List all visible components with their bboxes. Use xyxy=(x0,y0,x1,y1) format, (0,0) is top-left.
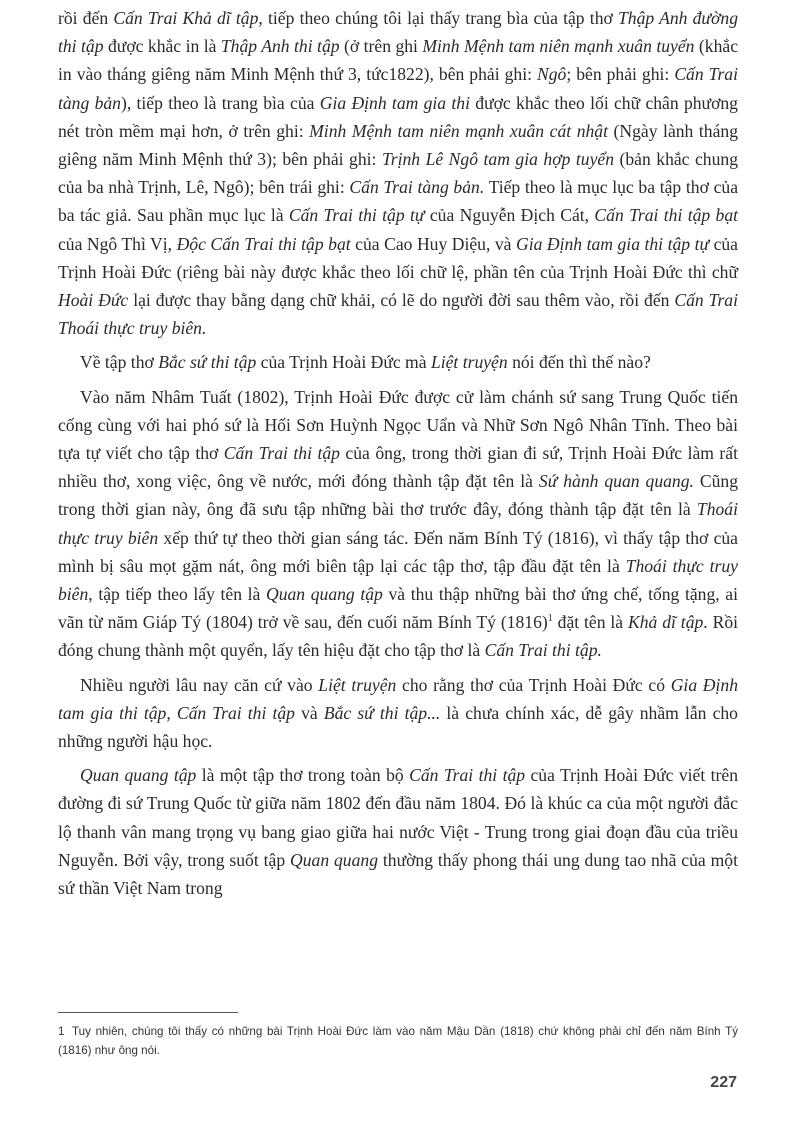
text-run: nói đến thì thế nào? xyxy=(507,352,651,373)
italic-title: Thoái thực truy biên xyxy=(58,499,738,548)
italic-title: Thập Anh đường thi tập xyxy=(58,8,739,57)
italic-title: Hoài Đức xyxy=(58,290,129,311)
italic-title: Bắc sứ thi tập... xyxy=(323,702,441,723)
italic-title: Cấn Trai thi tập. xyxy=(484,640,602,661)
italic-title: Cấn Trai thi tập xyxy=(223,443,340,464)
italic-title: Liệt truyện xyxy=(318,674,397,695)
italic-title: Minh Mệnh tam niên mạnh xuân tuyển xyxy=(422,36,695,57)
text-run: là chưa chính xác, dễ gây nhầm lẫn cho những người hậu học. xyxy=(58,702,738,752)
italic-title: Ngô xyxy=(536,64,567,85)
italic-title: Gia Định tam gia thi xyxy=(319,92,470,113)
italic-title: Quan quang tập xyxy=(80,765,197,786)
text-run: được khắc theo lối chữ chân phương nét tròn mềm mại hơn, ở trên ghi: xyxy=(58,92,738,141)
text-run: và xyxy=(294,702,324,723)
text-run: (Ngày lành tháng giêng năm Minh Mệnh thứ 3); bên phải ghi: xyxy=(58,120,738,170)
text-run: của Trịnh Hoài Đức mà xyxy=(256,352,431,373)
footnote-text: Tuy nhiên, chúng tôi thấy có những bài Trịnh Hoài Đức làm vào năm Mậu Dần (1818) chứ không phải chỉ đến năm Bính Tý (1816) như ông nói. xyxy=(58,1025,738,1057)
text-run: Cũng trong thời gian này, ông đã sưu tập những bài thơ trước đây, đóng thành tập đặt tên là xyxy=(58,471,738,520)
text-run: thường thấy phong thái ung dung tao nhã của một sứ thần Việt Nam trong xyxy=(58,849,738,899)
footnote-number: 1 xyxy=(58,1025,65,1038)
italic-title: Cấn Trai tàng bản. xyxy=(349,177,485,198)
italic-title: Cấn Trai Khả dĩ tập xyxy=(113,8,259,28)
text-run: xếp thứ tự theo thời gian sáng tác. Đến năm Bính Tý (1816), vì thấy tập thơ của mình bị sâu mọt gặm nát, ông mới biên tập lại các tập thơ, tập đầu đặt tên là xyxy=(58,527,738,576)
text-run: , tiếp theo chúng tôi lại thấy trang bìa của tập thơ xyxy=(258,8,619,28)
text-run: Về tập thơ xyxy=(80,352,159,373)
italic-title: Thoái thực truy biên, xyxy=(58,555,738,605)
text-run: lại được thay bằng dạng chữ khải, có lẽ do người đời sau thêm vào, rồi đến xyxy=(128,290,675,311)
text-run: cho rằng thơ của Trịnh Hoài Đức có xyxy=(396,674,671,695)
italic-title: Cấn Trai thi tập tự xyxy=(288,205,425,226)
italic-title: Khả dĩ tập xyxy=(628,612,704,633)
italic-title: Quan quang tập xyxy=(266,584,383,605)
text-run: rồi đến xyxy=(58,8,114,28)
italic-title: Liệt truyện xyxy=(430,352,508,373)
text-run: được khắc in là xyxy=(103,36,221,57)
italic-title: Sứ hành quan quang. xyxy=(538,471,694,492)
text-run: Tiếp theo là mục lục ba tập thơ của ba tác giả. Sau phần mục lục là xyxy=(58,177,739,226)
paragraph-4 xyxy=(58,671,738,756)
text-run: Vào năm Nhâm Tuất (1802), Trịnh Hoài Đức được cử làm chánh sứ sang Trung Quốc tiến cống cùng với hai phó sứ là Hối Sơn Huỳnh Ngọc Uẩn và Nhữ Sơn Ngô Nhân Tĩnh. Theo bài tựa tự viết cho tập thơ xyxy=(58,386,738,464)
italic-title: Gia Định tam gia thi tập tự xyxy=(516,233,710,254)
footnote-marker: 1 xyxy=(547,613,553,625)
text-run: và thu thập những bài thơ ứng chế, tống tặng, ai vãn từ năm Giáp Tý (1804) trở về sau, đến cuối năm Bính Tý (1816) xyxy=(58,584,739,633)
italic-title: Minh Mệnh tam niên mạnh xuân cát nhật xyxy=(309,120,608,141)
text-run: (khắc in vào tháng giêng năm Minh Mệnh thứ 3, tức1822), bên phải ghi: xyxy=(58,36,739,85)
text-run: ; bên phải ghi: xyxy=(566,64,675,85)
footnote xyxy=(58,1022,738,1060)
italic-title: Bắc sứ thi tập xyxy=(158,352,257,373)
italic-title: Độc Cấn Trai thi tập bạt xyxy=(176,233,351,254)
text-run: ), tiếp theo là trang bìa của xyxy=(120,92,320,113)
paragraph-5 xyxy=(58,761,738,902)
text-run: của Trịnh Hoài Đức (riêng bài này được khắc theo lối chữ lệ, phần tên của Trịnh Hoài Đức thì chữ xyxy=(58,233,738,282)
italic-title: Cấn Trai thi tập bạt xyxy=(594,205,739,226)
paragraph-3 xyxy=(58,383,738,665)
italic-title: Quan quang xyxy=(290,849,378,870)
text-run: tập tiếp theo lấy tên là xyxy=(92,584,266,605)
italic-title: Gia Định tam gia thi tập, Cấn Trai thi tập xyxy=(58,674,738,723)
text-run: của Trịnh Hoài Đức viết trên đường đi sứ Trung Quốc từ giữa năm 1802 đến đầu năm 1804. Đó là khúc ca của một người đắc lộ thanh vân mang trọng vụ bang giao giữa hai nước Việt - Trung trong giai đoạn đầu của triều Nguyễn. Bởi vậy, trong suốt tập xyxy=(58,765,738,870)
text-run: . Rồi đóng chung thành một quyển, lấy tên hiệu đặt cho tập thơ là xyxy=(58,612,739,661)
text-run: của Cao Huy Diệu, và xyxy=(350,233,516,254)
text-run: (ở trên ghi xyxy=(339,36,423,57)
text-run: (bản khắc chung của ba nhà Trịnh, Lê, Ngô); bên trái ghi: xyxy=(58,149,738,198)
text-run: là một tập thơ trong toàn bộ xyxy=(196,765,410,786)
text-run: của Nguyễn Địch Cát, xyxy=(424,205,595,226)
footnote-divider xyxy=(58,1012,238,1013)
paragraph-1 xyxy=(58,4,738,342)
italic-title: Cấn Trai Thoái thực truy biên. xyxy=(58,290,738,339)
paragraph-2 xyxy=(58,348,738,376)
text-run: của Ngô Thì Vị, xyxy=(58,233,177,254)
text-run: của ông, trong thời gian đi sứ, Trịnh Hoài Đức làm rất nhiều thơ, xong việc, ông về nước, mới đóng thành tập đặt tên là xyxy=(58,443,738,492)
body-text xyxy=(58,4,738,908)
page-number: 227 xyxy=(710,1074,737,1091)
italic-title: Cấn Trai tàng bản xyxy=(58,64,738,113)
italic-title: Thập Anh thi tập xyxy=(220,36,340,57)
text-run: đặt tên là xyxy=(552,612,629,633)
italic-title: Cấn Trai thi tập xyxy=(409,765,526,786)
text-run: Nhiều người lâu nay căn cứ vào xyxy=(80,674,319,695)
italic-title: Trịnh Lê Ngô tam gia hợp tuyển xyxy=(381,149,614,170)
